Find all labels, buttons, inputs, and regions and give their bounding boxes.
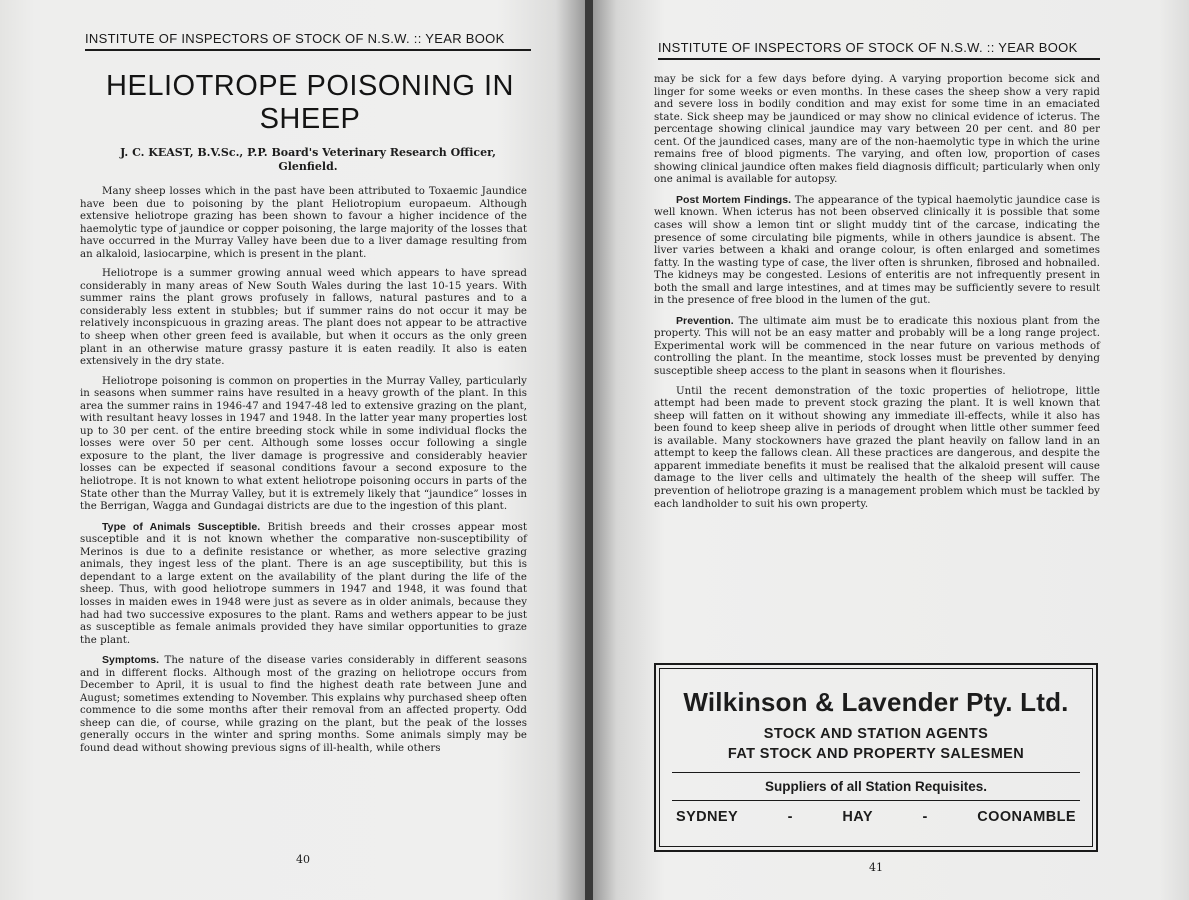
left-body-text [80, 186, 527, 763]
article-title: HELIOTROPE POISONING IN SHEEP [106, 70, 514, 135]
book-gutter [585, 0, 593, 900]
paragraph-prevention-text: The ultimate aim must be to eradicate this noxious plant from the property. This will not be an easy matter and probably will be a long range project. Experimental work will be commenced in the near future on various methods of controlling the plant. In the meantime, stock losses must be prevented by denying susceptible sheep access to the plant in seasons when it flourishes. [654, 315, 1100, 378]
ad-services-line-1: STOCK AND STATION AGENTS [763, 726, 989, 742]
left-running-header: INSTITUTE OF INSPECTORS OF STOCK OF N.S.W. :: YEAR BOOK [85, 31, 531, 51]
paragraph-symptoms-text: The nature of the disease varies considerably in different seasons and in different flocks. Although most of the grazing on heliotrope occurs from December to April, it is usual to find the highest death rate between June and August; sometimes extending to November. This explains why purchased sheep often commence to die some months after their removal from an affected property. Odd sheep can die, of course, while grazing on the plant, but the peak of the losses generally occurs in the winter and spring months. Some animals simply may be found dead without showing previous signs of ill-health, while others [80, 655, 527, 754]
paragraph-prevention [654, 315, 1100, 379]
advertisement-inner-frame [659, 668, 1093, 847]
byline-line-2: Glenfield. [278, 160, 338, 173]
paragraph-symptoms [80, 654, 527, 755]
subheading-susceptible: Type of Animals Susceptible. [102, 520, 261, 533]
ad-city-sydney: SYDNEY [676, 809, 739, 825]
subheading-symptoms: Symptoms. [102, 654, 160, 667]
paragraph-recent-demonstration: Until the recent demonstration of the toxic properties of heliotrope, little attempt had been made to prevent stock grazing the plant. It is well known that sheep will fatten on it without showing any immediate ill-effects, while it also has been found to keep sheep alive in periods of drought when little other summer feed is available. Many stockowners have grazed the plant heavily on fallow land in an attempt to keep the fallows clean. All these practices are dangerous, and despite the apparent immediate benefits it must be realised that the alkaloid present will cause damage to the liver cells and ultimately the health of the sheep will suffer. The prevention of heliotrope grazing is a management problem which must be tackled by each landholder to suit his own property. [654, 385, 1100, 510]
right-running-header: INSTITUTE OF INSPECTORS OF STOCK OF N.S.W. :: YEAR BOOK [658, 40, 1100, 60]
subheading-post-mortem: Post Mortem Findings. [676, 193, 792, 206]
paragraph-continued: may be sick for a few days before dying. A varying proportion become sick and linger for some weeks or even months. In these cases the sheep show a very rapid and severe loss in bodily condition and may exist for some time in an emaciated state. Sick sheep may be jaundiced or may show no clinical evidence of icterus. The percentage showing clinical jaundice may vary between 20 per cent. and 80 per cent. Of the jaundiced cases, many are of the non-haemolytic type in which the urine remains free of blood pigments. The varying, and often low, proportion of cases showing clinical jaundice often makes field diagnosis difficult; particularly when only one animal is available for autopsy. [654, 74, 1100, 186]
ad-city-coonamble: COONAMBLE [977, 809, 1076, 825]
left-page [0, 0, 585, 900]
right-body-text [654, 74, 1100, 518]
ad-suppliers-line: Suppliers of all Station Requisites. [764, 779, 988, 794]
ad-separator: - [787, 809, 793, 825]
paragraph-post-mortem-text: The appearance of the typical haemolytic jaundice case is well known. When icterus has not been observed clinically it is possible that some cases will show a lemon tint or slight muddy tint of the carcase, indicating the presence of some circulating bile pigments, while in others jaundice is absent. The liver varies between a khaki and orange colour, is often enlarged and sometimes fatty. In the wasting type of case, the liver often is shrunken, fibrosed and hobnailed. The kidneys may be congested. Lesions of enteritis are not infrequently present in both the small and large intestines, and at times may be sufficiently severe to result in the presence of free blood in the lumen of the gut. [654, 194, 1101, 307]
ad-company-name: Wilkinson & Lavender Pty. Ltd. [683, 687, 1069, 717]
paragraph-post-mortem [654, 194, 1100, 308]
ad-city-list [672, 801, 1080, 825]
author-byline [85, 146, 531, 174]
paragraph-susceptible-text: British breeds and their crosses appear most susceptible and it is not known whether the comparative non-susceptibility of Merinos is due to a definite resistance or whether, as more selective grazing animals, they ingest less of the plant. There is an age susceptibility, but this is dependant to a large extent on the availability of the plant during the life of the sheep. Thus, with good heliotrope summers in 1947 and 1948, it was found that losses in maiden ewes in 1948 were just as severe as in older animals, because they had had two successive exposures to the plant. Rams and wethers appear to be just as susceptible as female animals provided they have similar opportunities to graze the plant. [80, 521, 527, 646]
subheading-prevention: Prevention. [676, 314, 734, 327]
advertisement-box [654, 663, 1098, 852]
paragraph-susceptible [80, 521, 527, 647]
paragraph-heliotrope-weed: Heliotrope is a summer growing annual weed which appears to have spread considerably in many areas of New South Wales during the last 10-15 years. With summer rains the plant grows profusely in fallows, natural pastures and to a considerably less extent in stubbles; but if summer rains do not occur it may be relatively inconspicuous in grazing areas. The plant does not appear to be attractive to sheep when other green feed is available, but when it occurs as the only green plant in an otherwise mature grassy pasture it is eaten readily. It also is eaten extensively in the dry state. [80, 268, 527, 368]
ad-services-line-2: FAT STOCK AND PROPERTY SALESMEN [727, 746, 1025, 762]
ad-city-hay: HAY [842, 809, 873, 825]
byline-line-1: J. C. KEAST, B.V.Sc., P.P. Board's Veterinary Research Officer, [120, 146, 496, 159]
right-page-number: 41 [869, 861, 883, 874]
paragraph-murray-valley: Heliotrope poisoning is common on properties in the Murray Valley, particularly in seasons when summer rains have resulted in a heavy growth of the plant. In this area the summer rains in 1946-47 and 1947-48 led to extensive grazing on the plant, with resultant heavy losses in 1947 and 1948. In the latter year many properties lost up to 30 per cent. of the entire breeding stock while in some individual flocks the losses were over 50 per cent. Although some losses occur following a single exposure to the plant, the liver damage is progressive and considerably heavier losses can be expected if seasonal conditions favour a second exposure to the heliotrope. It is not known to what extent heliotrope poisoning occurs in parts of the State other than the Murray Valley, but it is extremely likely that “jaundice” losses in the Berrigan, Wagga and Gundagai districts are due to the ingestion of this plant. [80, 375, 527, 513]
ad-separator: - [922, 809, 928, 825]
paragraph-intro: Many sheep losses which in the past have been attributed to Toxaemic Jaundice have been due to poisoning by the plant Heliotropium europaeum. Although extensive heliotrope grazing has been shown to favour a higher incidence of the haemolytic type of jaundice or copper poisoning, the large majority of the losses that have occurred in the Murray Valley have been due to a liver damage resulting from an alkaloid, lasiocarpine, which is present in the plant. [80, 186, 527, 260]
left-page-number: 40 [296, 853, 310, 866]
